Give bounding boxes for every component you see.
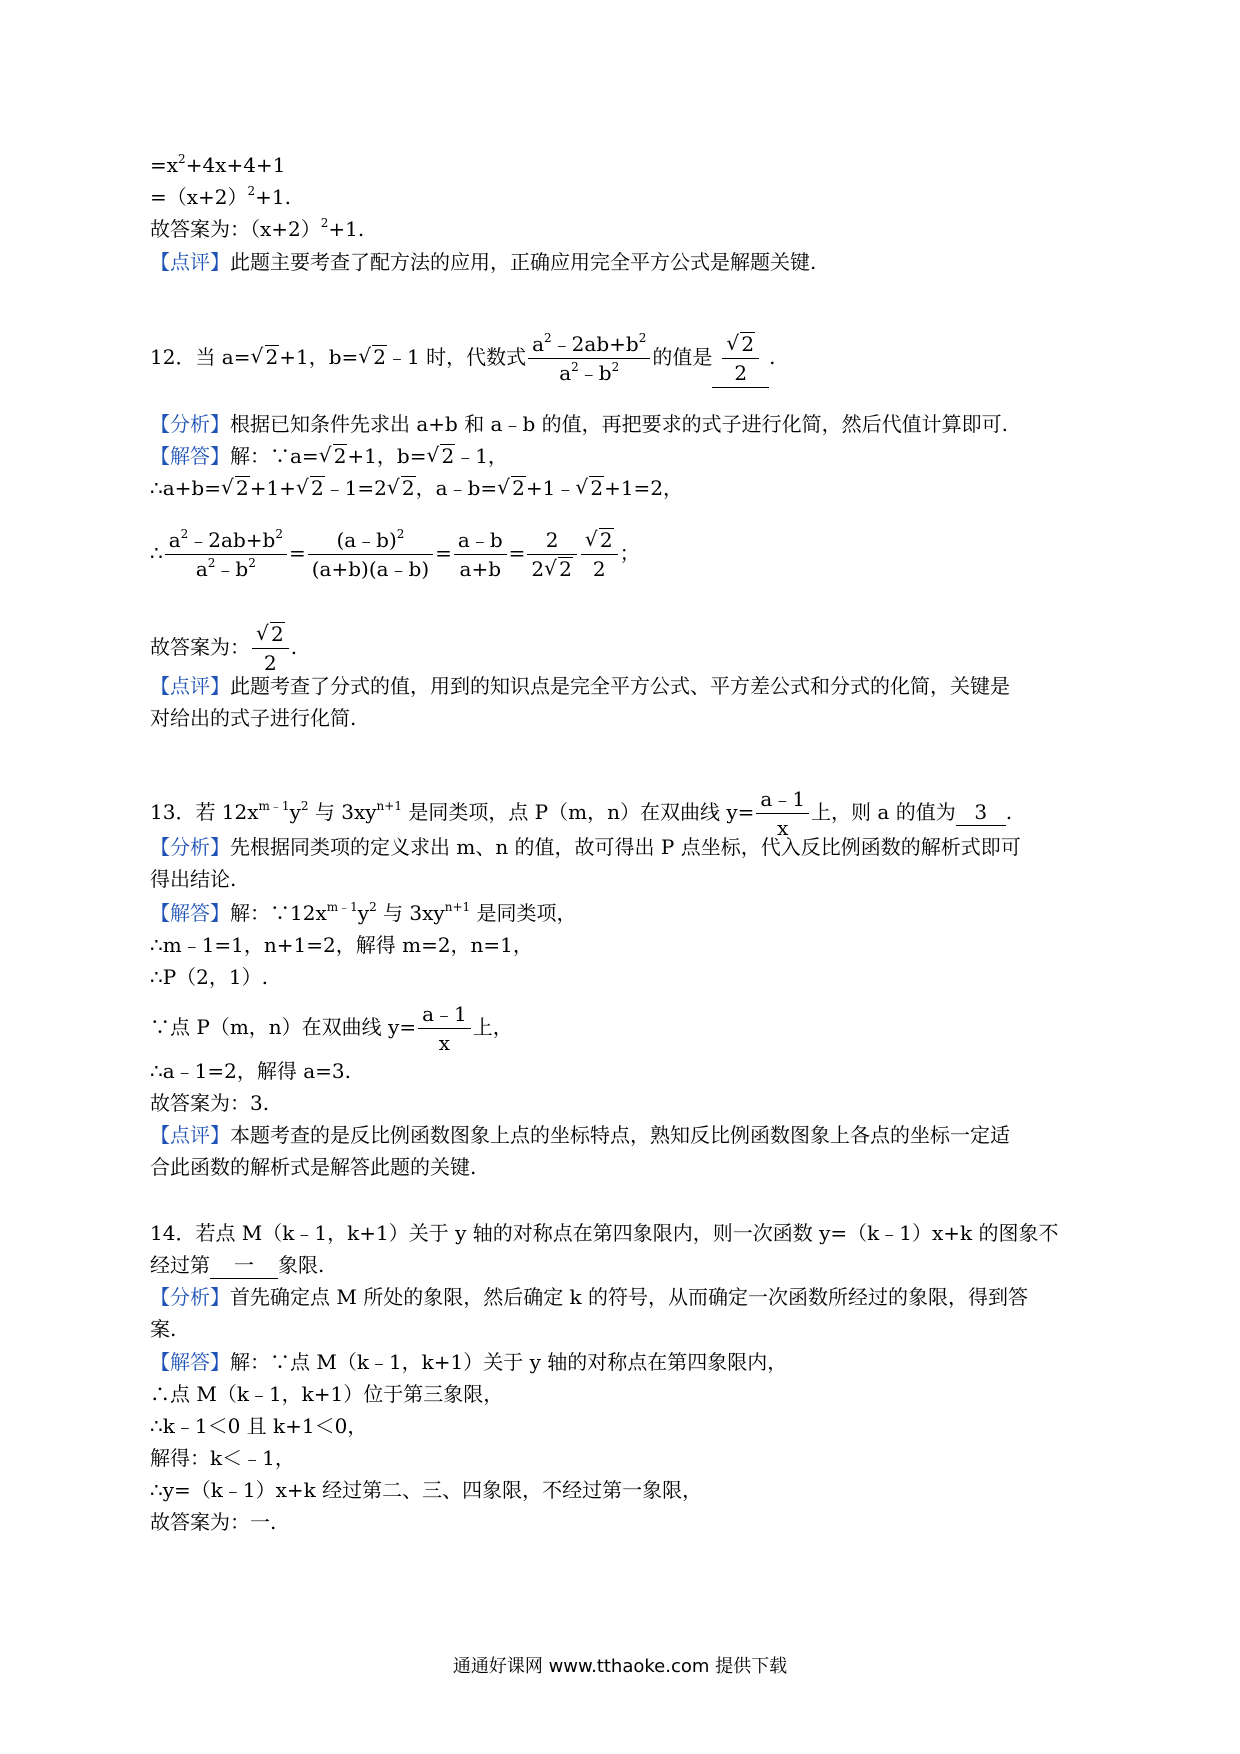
q12-solution-3	[150, 526, 640, 583]
q13-solution-5	[150, 1058, 351, 1084]
text: 与 3xy	[376, 901, 445, 925]
text: =	[508, 541, 526, 565]
fraction: $\frac{a﹣1}{x}$	[756, 785, 809, 842]
prev-line-2	[150, 184, 291, 210]
exponent: m﹣1	[326, 900, 358, 914]
comment-tag: 【点评】	[150, 1123, 230, 1147]
fraction: √ $\frac{2}{2}$	[252, 620, 289, 677]
sqrt: √ 2	[426, 443, 455, 469]
answer-tag: 【解答】	[150, 901, 230, 925]
text: .	[1005, 800, 1013, 824]
q12-comment-cont	[150, 705, 356, 731]
analysis-text: 先根据同类项的定义求出 m、n 的值，故可得出 P 点坐标，代入反比例函数的解析式即可	[230, 835, 1021, 859]
fraction: $\frac{a﹣b}{a+b}$	[454, 526, 507, 583]
sqrt: √ 2	[319, 443, 348, 469]
q13-comment-cont	[150, 1154, 476, 1180]
text: y	[289, 800, 301, 824]
text: 上，则 a 的值为	[811, 800, 956, 824]
exponent: m﹣1	[258, 799, 290, 813]
sqrt: √ 2	[251, 344, 280, 370]
q12-analysis	[150, 411, 1008, 437]
text: y	[357, 901, 370, 925]
fraction: $\frac{(a﹣b)^2}{(a+b)(a﹣b)}$	[308, 526, 433, 583]
q12-comment	[150, 673, 1010, 699]
text: 经过第	[150, 1253, 210, 1277]
text: +1﹣	[525, 476, 576, 500]
text: ∴a﹣1=2，解得 a=3.	[150, 1059, 351, 1083]
q12-solution-2	[150, 475, 683, 501]
q14-solution-1	[150, 1349, 787, 1375]
exponent: 2	[369, 900, 377, 914]
text: 的值是	[652, 345, 713, 369]
comment-tag: 【点评】	[150, 674, 230, 698]
text: 象限.	[278, 1253, 325, 1277]
analysis-text: 案.	[150, 1317, 177, 1341]
q13-analysis	[150, 834, 1021, 860]
fraction: $\frac{a﹣1}{x}$	[418, 1000, 471, 1057]
q13-solution-2	[150, 932, 533, 958]
q14-solution-3	[150, 1413, 367, 1439]
q14-final-answer	[150, 1509, 276, 1535]
sqrt: √ 2	[221, 475, 250, 501]
q13-solution-3	[150, 964, 268, 990]
text: 是同类项，点 P（m，n）在双曲线 y=	[401, 800, 755, 824]
text: 13．若 12x	[150, 800, 259, 824]
analysis-tag: 【分析】	[150, 835, 230, 859]
text: ﹣1 时，代数式	[387, 345, 527, 369]
q14-solution-2	[150, 1381, 503, 1407]
q13-solution-4	[150, 1000, 513, 1057]
exponent: 2	[320, 216, 329, 230]
analysis-tag: 【分析】	[150, 1285, 230, 1309]
fraction: $\frac{2}{2√ 2}$	[527, 526, 576, 583]
comment-text: 本题考查的是反比例函数图象上点的坐标特点，熟知反比例函数图象上各点的坐标一定适	[230, 1123, 1010, 1147]
text: 解：∵点 M（k﹣1，k+1）关于 y 轴的对称点在第四象限内，	[230, 1350, 788, 1374]
q14-solution-4	[150, 1445, 295, 1471]
answer-blank: √ $\frac{2}{2}$	[712, 330, 769, 388]
text: ；	[619, 541, 640, 565]
sqrt: √ 2	[575, 475, 604, 501]
fraction: $\frac{a^2﹣2ab+b^2}{a^2﹣b^2}$	[165, 526, 287, 583]
text: ，a﹣b=	[415, 476, 498, 500]
text: +1，b=	[347, 444, 427, 468]
prev-comment	[150, 249, 816, 275]
text: +1，b=	[279, 345, 359, 369]
text: .	[769, 345, 776, 369]
text: ∵点 P（m，n）在双曲线 y=	[150, 1015, 417, 1039]
q14-analysis-cont	[150, 1316, 176, 1342]
text: ∴a+b=	[150, 476, 221, 500]
text: ∴点 M（k﹣1，k+1）位于第三象限，	[150, 1382, 504, 1406]
answer-blank: 3	[956, 799, 1006, 826]
q12-final-answer	[150, 620, 297, 677]
text: ∴k﹣1＜0 且 k+1＜0，	[150, 1414, 368, 1438]
exponent: 2	[247, 184, 256, 198]
text: ∴y=（k﹣1）x+k 经过第二、三、四象限，不经过第一象限，	[150, 1478, 703, 1502]
text: +1+	[249, 476, 296, 500]
exponent: n+1	[376, 799, 402, 813]
text: .	[290, 635, 298, 659]
q14-solution-5	[150, 1477, 702, 1503]
prev-line-1	[150, 152, 285, 178]
analysis-text: 首先确定点 M 所处的象限，然后确定 k 的符号，从而确定一次函数所经过的象限，得到答	[230, 1285, 1029, 1309]
footer-watermark: 通通好课网 www.tthaoke.com 提供下载	[452, 1656, 788, 1677]
text: 故答案为：3.	[150, 1091, 270, 1115]
q12-solution-1	[150, 443, 508, 469]
comment-text: 此题主要考查了配方法的应用，正确应用完全平方公式是解题关键.	[230, 250, 817, 274]
text: ∴P（2，1）.	[150, 965, 268, 989]
comment-tag: 【点评】	[150, 250, 230, 274]
q14-stem	[150, 1220, 1059, 1246]
q13-analysis-cont	[150, 866, 236, 892]
sqrt: √ 2	[358, 344, 387, 370]
text: 与 3xy	[308, 800, 377, 824]
exponent: 2	[300, 799, 309, 813]
q13-solution-1	[150, 900, 577, 926]
text: =	[435, 541, 452, 565]
text: 上，	[472, 1015, 513, 1039]
exponent: 2	[178, 152, 186, 166]
analysis-text: 根据已知条件先求出 a+b 和 a﹣b 的值，再把要求的式子进行化简，然后代值计算即可.	[230, 412, 1008, 436]
text: +1.	[328, 217, 365, 241]
text: 是同类项，	[470, 901, 577, 925]
fraction: √ $\frac{2}{2}$	[581, 526, 618, 583]
analysis-tag: 【分析】	[150, 412, 230, 436]
text: +1.	[255, 185, 292, 209]
answer-blank: 一	[210, 1252, 278, 1279]
text: =x	[150, 153, 179, 177]
q13-comment	[150, 1122, 1010, 1148]
sqrt: √ 2	[497, 475, 526, 501]
text: 解得：k＜﹣1，	[150, 1446, 295, 1470]
text: =	[288, 541, 306, 565]
text: ∴	[150, 541, 163, 565]
text: ∴m﹣1=1，n+1=2，解得 m=2，n=1，	[150, 933, 533, 957]
answer-tag: 【解答】	[150, 1350, 230, 1374]
comment-text: 对给出的式子进行化简.	[150, 706, 357, 730]
q12-stem	[150, 330, 775, 388]
q14-stem-cont	[150, 1252, 324, 1279]
text: 14．若点 M（k﹣1，k+1）关于 y 轴的对称点在第四象限内，则一次函数 y=（k﹣1）x+k 的图象不	[150, 1221, 1059, 1245]
comment-text: 合此函数的解析式是解答此题的关键.	[150, 1155, 477, 1179]
q13-final-answer	[150, 1090, 269, 1116]
text: 故答案为：	[150, 635, 250, 659]
text: ﹣1=2	[324, 476, 387, 500]
text: 12．当 a=	[150, 345, 251, 369]
analysis-text: 得出结论.	[150, 867, 237, 891]
text: ﹣1，	[455, 444, 508, 468]
exponent: n+1	[444, 900, 471, 914]
text: 故答案为：一.	[150, 1510, 277, 1534]
q14-analysis	[150, 1284, 1028, 1310]
sqrt: √ 2	[387, 475, 416, 501]
text: 故答案为：（x+2）	[150, 217, 321, 241]
answer-tag: 【解答】	[150, 444, 230, 468]
text: =（x+2）	[150, 185, 248, 209]
comment-text: 此题考查了分式的值，用到的知识点是完全平方公式、平方差公式和分式的化简，关键是	[230, 674, 1010, 698]
text: 解：∵a=	[230, 444, 319, 468]
text: +1=2，	[604, 476, 684, 500]
prev-final-answer	[150, 216, 364, 242]
sqrt: √ 2	[296, 475, 325, 501]
text: +4x+4+1	[185, 153, 286, 177]
text: 解：∵12x	[230, 901, 327, 925]
fraction: $\frac{a^2﹣2ab+b^2}{a^2﹣b^2}$	[528, 330, 650, 387]
